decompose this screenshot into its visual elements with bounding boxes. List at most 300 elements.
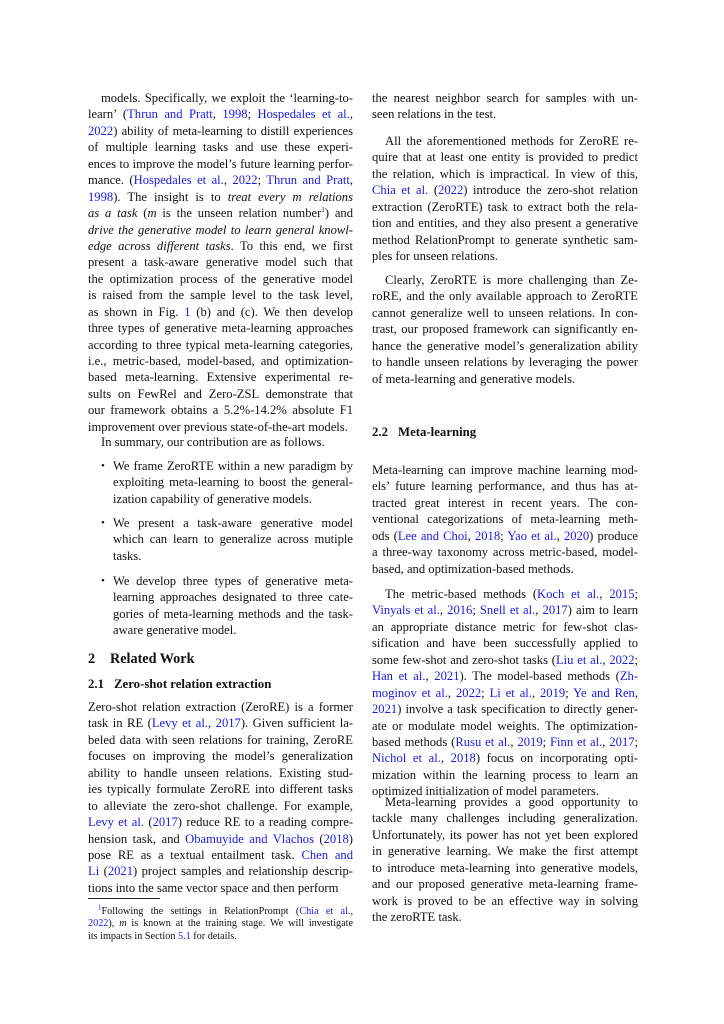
text-segment: based methods ( bbox=[372, 734, 456, 749]
text-line bbox=[372, 602, 638, 618]
citation-link[interactable]: Zh- bbox=[619, 669, 639, 684]
text-line bbox=[372, 701, 638, 717]
text-line bbox=[372, 876, 638, 892]
text-segment: All the aforementioned methods for ZeroRE re- bbox=[385, 134, 638, 148]
text-line bbox=[372, 767, 638, 783]
text-segment: roRE, and the only available approach to ZeroRTE bbox=[372, 289, 638, 304]
text-segment: , bbox=[467, 528, 475, 543]
text-segment: ), bbox=[108, 918, 120, 930]
text-line bbox=[372, 215, 638, 231]
text-line bbox=[372, 182, 638, 198]
citation-link[interactable]: Li bbox=[88, 864, 100, 879]
text-segment: learning approaches designated to three cate- bbox=[113, 590, 353, 605]
citation-link[interactable]: moginov et al. bbox=[372, 685, 448, 700]
text-line bbox=[88, 903, 353, 918]
text-line bbox=[372, 718, 638, 734]
text-line bbox=[372, 305, 638, 321]
text-line bbox=[113, 589, 353, 605]
text-segment: trast, our proposed framework can significantly en- bbox=[372, 322, 638, 337]
text-segment: is raised from the sample level to the task level, bbox=[88, 288, 353, 303]
text-segment: , bbox=[556, 528, 564, 543]
italic-text: as a task bbox=[88, 206, 138, 221]
text-line bbox=[372, 685, 638, 701]
text-segment: , bbox=[208, 716, 216, 731]
citation-link[interactable]: 2021 bbox=[107, 864, 133, 879]
text-segment: ples for unseen relations. bbox=[372, 249, 498, 264]
text-segment: as shown in Fig. bbox=[88, 304, 185, 319]
subsection-title: Meta-learning bbox=[398, 425, 477, 439]
text-segment: ability to handle unseen relations. Existing stud- bbox=[88, 765, 353, 780]
text-segment: tracted great interest in recent years. The con- bbox=[372, 495, 638, 510]
text-segment: mance. ( bbox=[88, 173, 134, 188]
text-line bbox=[113, 573, 353, 589]
text-segment: which can learn to generalize across mutiple bbox=[113, 532, 353, 547]
text-line bbox=[113, 531, 353, 547]
text-line bbox=[113, 606, 353, 622]
text-segment: , bbox=[425, 669, 435, 684]
citation-link[interactable]: 2018 bbox=[323, 831, 349, 846]
citation-link[interactable]: 2020 bbox=[563, 528, 590, 543]
text-line bbox=[372, 860, 638, 876]
text-line bbox=[88, 238, 353, 254]
text-line bbox=[88, 386, 353, 402]
citation-link[interactable]: Levy et al. bbox=[88, 815, 144, 830]
text-line bbox=[88, 106, 353, 122]
text-segment: Zero-shot relation extraction (ZeroRE) is a former bbox=[88, 700, 353, 714]
citation-link[interactable]: Chia et al. bbox=[372, 183, 429, 198]
text-segment: ; bbox=[481, 685, 490, 700]
text-segment: in generative learning. We make the first attempt bbox=[372, 844, 638, 859]
citation-link[interactable]: 2019 bbox=[540, 685, 566, 700]
text-segment: ies typically formulate ZeroRE into different tasks bbox=[88, 782, 353, 797]
bullet-text bbox=[113, 515, 353, 564]
citation-link[interactable]: 2022 bbox=[88, 918, 109, 930]
text-line bbox=[88, 287, 353, 303]
text-segment: ) aim to learn bbox=[567, 603, 639, 618]
text-segment: mization within the learning process to learn an bbox=[372, 767, 638, 782]
text-segment: of meta-learning and generative models. bbox=[372, 371, 576, 386]
text-line bbox=[372, 199, 638, 215]
contribution-bullet-3 bbox=[101, 573, 353, 639]
text-line bbox=[372, 843, 638, 859]
footnote-marker[interactable]: 1 bbox=[321, 205, 325, 214]
text-segment: , bbox=[602, 652, 610, 667]
text-segment: aware generative model. bbox=[113, 623, 237, 638]
text-line bbox=[88, 732, 353, 748]
text-line bbox=[88, 814, 353, 830]
text-line bbox=[372, 586, 638, 602]
text-segment: pose RE as a textual entailment task. bbox=[88, 847, 302, 862]
text-segment: ods ( bbox=[372, 528, 398, 543]
italic-text: edge across different tasks bbox=[88, 238, 231, 253]
citation-link[interactable]: 2022 bbox=[438, 183, 464, 198]
text-segment: , bbox=[350, 906, 353, 917]
text-segment: In summary, our contribution are as follows. bbox=[101, 435, 325, 449]
text-line bbox=[88, 831, 353, 847]
citation-link[interactable]: Thrun and Pratt bbox=[127, 107, 213, 122]
citation-link[interactable]: Hospedales et al. bbox=[133, 173, 224, 188]
citation-link[interactable]: Snell et al. bbox=[479, 603, 536, 618]
text-segment: . To this end, we first bbox=[230, 238, 353, 253]
text-line bbox=[372, 561, 638, 577]
text-segment: tion and entities, and they also present a generative bbox=[372, 216, 638, 231]
text-line bbox=[372, 734, 638, 750]
bullet-icon: • bbox=[101, 460, 105, 472]
text-segment: Clearly, ZeroRTE is more challenging than Ze- bbox=[385, 273, 638, 287]
text-segment: Unfortunately, its power has not yet been explored bbox=[372, 827, 638, 842]
text-line bbox=[372, 750, 638, 766]
text-line bbox=[372, 495, 638, 511]
citation-link[interactable]: 2022 bbox=[88, 123, 114, 138]
text-segment: ; bbox=[634, 587, 638, 601]
text-line bbox=[372, 338, 638, 354]
text-segment: ) produce bbox=[589, 528, 639, 543]
text-segment: its impacts in Section bbox=[88, 930, 178, 942]
citation-link[interactable]: 2022 bbox=[232, 173, 258, 188]
text-line bbox=[88, 931, 353, 943]
text-segment: Meta-learning provides a good opportunity to bbox=[385, 795, 638, 809]
text-segment: cannot generalize well to unseen relations. In con- bbox=[372, 305, 638, 320]
text-line bbox=[372, 794, 638, 810]
text-line bbox=[372, 106, 638, 122]
zero-shot-paragraph bbox=[88, 699, 353, 896]
citation-link[interactable]: 1 bbox=[184, 304, 191, 319]
text-segment: , bbox=[531, 685, 540, 700]
text-segment: for details. bbox=[190, 930, 237, 942]
citation-link[interactable]: 2015 bbox=[609, 587, 635, 601]
text-segment: a three-way taxonomy across metric-based, model- bbox=[372, 545, 638, 560]
text-segment: ; bbox=[565, 685, 574, 700]
text-segment: , bbox=[440, 751, 451, 766]
text-segment: ( bbox=[143, 815, 153, 830]
text-segment: We present a task-aware generative model bbox=[113, 516, 353, 530]
text-segment: ate or modulate model weights. The optimization- bbox=[372, 718, 638, 733]
text-segment: based, and optimization-based methods. bbox=[372, 561, 574, 576]
text-segment: to alleviate the zero-shot challenge. For example, bbox=[88, 798, 353, 813]
text-line bbox=[372, 478, 638, 494]
citation-link[interactable]: Rusu et al. bbox=[455, 734, 511, 749]
text-line bbox=[88, 748, 353, 764]
italic-text: treat every m relations bbox=[227, 189, 354, 204]
text-line bbox=[88, 918, 353, 930]
text-segment: ventional categorizations of meta-learning meth- bbox=[372, 512, 638, 527]
text-segment: work is proved to be an effective way in solving bbox=[372, 893, 638, 908]
text-segment: We develop three types of generative meta- bbox=[113, 574, 353, 588]
summary-sentence bbox=[88, 434, 353, 450]
citation-link[interactable]: Liu et al. bbox=[555, 652, 603, 667]
section-heading-related-work bbox=[88, 651, 194, 668]
italic-text: m bbox=[147, 206, 157, 221]
text-segment: sults on FewRel and Zero-ZSL demonstrate that bbox=[88, 386, 353, 401]
text-line bbox=[372, 149, 638, 165]
text-line bbox=[88, 369, 353, 385]
text-segment: the nearest neighbor search for samples with un- bbox=[372, 91, 638, 105]
text-segment: , bbox=[447, 685, 456, 700]
zerorte-paragraph bbox=[372, 133, 638, 265]
text-segment: ( bbox=[313, 831, 324, 846]
text-segment: , bbox=[223, 173, 233, 188]
text-segment: tions into the same vector space and then perform bbox=[88, 880, 339, 895]
text-line bbox=[372, 652, 638, 668]
text-segment: ; bbox=[472, 603, 480, 618]
text-line bbox=[88, 222, 353, 238]
footnote-marker[interactable]: 1 bbox=[98, 903, 102, 912]
footnote bbox=[88, 903, 353, 943]
text-segment: focuses on improving the model’s generalization bbox=[88, 749, 353, 764]
text-line bbox=[113, 474, 353, 490]
text-line bbox=[88, 205, 353, 221]
text-line bbox=[88, 320, 353, 336]
citation-link[interactable]: Vinyals et al. bbox=[372, 603, 440, 618]
text-line bbox=[88, 254, 353, 270]
text-segment: quire that at least one entity is provided to predict bbox=[372, 150, 638, 165]
text-segment: ) bbox=[348, 831, 353, 846]
footnote-divider bbox=[88, 898, 160, 899]
text-line bbox=[113, 458, 353, 474]
italic-text: drive the generative model to learn general knowl- bbox=[88, 222, 353, 237]
text-line bbox=[372, 635, 638, 651]
text-segment: ; bbox=[542, 734, 551, 749]
text-line bbox=[88, 189, 353, 205]
text-line bbox=[113, 622, 353, 638]
text-segment: some few-shot and zero-shot tasks ( bbox=[372, 652, 556, 667]
text-segment: ( bbox=[99, 864, 108, 879]
citation-link[interactable]: Hospedales et al. bbox=[257, 107, 350, 122]
subsection-number: 2.2 bbox=[372, 425, 388, 439]
text-line bbox=[372, 232, 638, 248]
text-segment: method RelationPrompt to generate synthetic sam- bbox=[372, 232, 638, 247]
citation-link[interactable]: 1998 bbox=[88, 189, 114, 204]
text-segment: our framework obtains a 5.2%-14.2% absolute F1 bbox=[88, 403, 353, 418]
citation-link[interactable]: Koch et al. bbox=[537, 587, 600, 601]
text-line bbox=[88, 156, 353, 172]
text-segment: extraction (ZeroRTE) task to extract both the rela- bbox=[372, 199, 638, 214]
citation-link[interactable]: 1998 bbox=[222, 107, 248, 122]
citation-link[interactable]: 2016 bbox=[447, 603, 473, 618]
text-line bbox=[372, 909, 638, 925]
citation-link[interactable]: 2022 bbox=[455, 685, 482, 700]
text-line bbox=[372, 619, 638, 635]
text-segment: ) introduce the zero-shot relation bbox=[463, 183, 638, 198]
challenge-paragraph bbox=[372, 272, 638, 387]
text-segment: , bbox=[535, 603, 543, 618]
text-segment: ). Given sufficient la- bbox=[240, 716, 354, 731]
intro-paragraph-contributions bbox=[88, 90, 353, 435]
text-segment: sification and have been successfully applied to bbox=[372, 636, 638, 651]
text-segment: is known at the training stage. We will investigate bbox=[126, 918, 353, 930]
text-segment: , bbox=[510, 734, 518, 749]
citation-link[interactable]: Han et al. bbox=[372, 669, 426, 684]
text-line bbox=[88, 699, 353, 715]
text-segment: ). The model-based methods ( bbox=[459, 669, 620, 684]
text-segment: , bbox=[634, 685, 639, 700]
text-segment: based meta-learning. Extensive experimental re- bbox=[88, 370, 353, 385]
citation-link[interactable]: Lee and Choi bbox=[397, 528, 468, 543]
meta-learning-paragraph-3 bbox=[372, 794, 638, 926]
text-segment: , bbox=[602, 734, 610, 749]
text-line bbox=[372, 288, 638, 304]
text-segment: ) focus on incorporating opti- bbox=[475, 751, 639, 766]
right-paragraph-continued bbox=[372, 90, 638, 123]
text-segment: ) ability of meta-learning to distill experiences bbox=[113, 123, 353, 138]
text-segment: ) project samples and relationship descrip- bbox=[133, 864, 353, 879]
text-line bbox=[88, 419, 353, 435]
text-segment: and our proposed generative meta-learning frame- bbox=[372, 877, 638, 892]
subsection-title: Zero-shot relation extraction bbox=[114, 677, 272, 691]
citation-link[interactable]: 2018 bbox=[474, 528, 501, 543]
text-segment: ) and bbox=[324, 206, 354, 221]
text-segment: improvement over previous state-of-the-art models. bbox=[88, 419, 348, 434]
text-segment: hension task, and bbox=[88, 831, 186, 846]
text-line bbox=[372, 248, 638, 264]
citation-link[interactable]: 5.1 bbox=[177, 930, 191, 942]
text-line bbox=[372, 371, 638, 387]
subsection-heading-meta-learning bbox=[372, 425, 476, 440]
meta-learning-paragraph-1 bbox=[372, 462, 638, 577]
citation-link[interactable]: Chia et al. bbox=[299, 906, 351, 917]
text-line bbox=[88, 271, 353, 287]
text-line bbox=[372, 133, 638, 149]
text-segment: to introduce meta-learning into generative models, bbox=[372, 860, 638, 875]
text-line bbox=[113, 548, 353, 564]
text-segment: , bbox=[212, 107, 223, 122]
text-line bbox=[372, 462, 638, 478]
text-segment: is the unseen relation number bbox=[156, 206, 322, 221]
text-line bbox=[88, 434, 353, 450]
section-number: 2 bbox=[88, 651, 96, 667]
citation-link[interactable]: 2021 bbox=[434, 669, 460, 684]
text-segment: learn’ ( bbox=[88, 107, 128, 122]
text-segment: optimized initialization of model parameters. bbox=[372, 784, 599, 799]
text-segment: ; bbox=[247, 107, 258, 122]
citation-link[interactable]: 2022 bbox=[609, 652, 635, 667]
section-title: Related Work bbox=[110, 651, 195, 667]
text-line bbox=[372, 354, 638, 370]
citation-link[interactable]: 2019 bbox=[517, 734, 543, 749]
subsection-heading-zero-shot bbox=[88, 677, 271, 692]
text-segment: ( bbox=[428, 183, 439, 198]
citation-link[interactable]: 2017 bbox=[152, 815, 178, 830]
text-segment: , bbox=[349, 173, 354, 188]
text-line bbox=[372, 810, 638, 826]
text-line bbox=[88, 172, 353, 188]
text-segment: ; bbox=[634, 652, 638, 667]
text-segment: ; bbox=[634, 734, 639, 749]
citation-link[interactable]: Li et al. bbox=[489, 685, 532, 700]
contribution-bullet-2 bbox=[101, 515, 353, 564]
text-line bbox=[88, 765, 353, 781]
text-segment: three types of generative meta-learning approaches bbox=[88, 321, 353, 336]
italic-text: m bbox=[119, 918, 127, 930]
citation-link[interactable]: Chen and bbox=[301, 847, 353, 862]
citation-link[interactable]: Ye and Ren bbox=[573, 685, 635, 700]
text-segment: task in RE ( bbox=[88, 716, 152, 731]
text-line bbox=[88, 123, 353, 139]
text-line bbox=[88, 402, 353, 418]
citation-link[interactable]: 2017 bbox=[609, 734, 635, 749]
text-segment: according to three typical meta-learning categories, bbox=[88, 337, 353, 352]
text-line bbox=[372, 90, 638, 106]
text-line bbox=[88, 337, 353, 353]
text-line bbox=[113, 515, 353, 531]
citation-link[interactable]: Yao et al. bbox=[507, 528, 557, 543]
text-segment: ization capability of generative models. bbox=[113, 491, 312, 506]
bullet-icon: • bbox=[101, 517, 105, 529]
text-line bbox=[372, 321, 638, 337]
text-segment: hance the generative model’s generalization ability bbox=[372, 338, 638, 353]
text-segment: gories of meta-learning methods and the task- bbox=[113, 606, 353, 621]
text-segment: ; bbox=[500, 528, 508, 543]
text-segment: the zeroRTE task. bbox=[372, 910, 462, 925]
text-segment: els’ future learning performance, and thus has at- bbox=[372, 479, 638, 494]
text-line bbox=[372, 893, 638, 909]
text-line bbox=[372, 166, 638, 182]
text-line bbox=[88, 880, 353, 896]
text-segment: Meta-learning can improve machine learning mod- bbox=[372, 463, 638, 477]
text-segment: exploiting meta-learning to boost the general- bbox=[113, 475, 353, 490]
text-line bbox=[372, 668, 638, 684]
text-segment: the relation, which is impractical. In view of this, bbox=[372, 166, 638, 181]
text-segment: , bbox=[599, 587, 610, 601]
text-segment: ences to improve the model’s future learning perfor- bbox=[88, 156, 353, 171]
text-line bbox=[372, 272, 638, 288]
text-line bbox=[88, 90, 353, 106]
citation-link[interactable]: Obamuyide and Vlachos bbox=[185, 831, 314, 846]
meta-learning-paragraph-2 bbox=[372, 586, 638, 800]
citation-link[interactable]: Thrun and Pratt bbox=[266, 173, 350, 188]
text-segment: i.e., metric-based, model-based, and optimization- bbox=[88, 354, 353, 368]
text-segment: tackle many challenges including generalization. bbox=[372, 811, 638, 826]
text-segment: , bbox=[349, 107, 353, 122]
text-segment: an appropriate distance metric for few-shot clas- bbox=[372, 619, 638, 634]
text-segment: the optimization process of the generative model bbox=[88, 271, 353, 286]
text-line bbox=[88, 715, 353, 731]
text-line bbox=[88, 304, 353, 320]
text-segment: ; bbox=[257, 173, 267, 188]
text-segment: present a task-aware generative model such that bbox=[88, 255, 353, 270]
citation-link[interactable]: Levy et al. bbox=[151, 716, 208, 731]
text-segment: ) involve a task specification to directly gener- bbox=[397, 702, 638, 717]
text-segment: We frame ZeroRTE within a new paradigm by bbox=[113, 459, 353, 473]
text-segment: ( bbox=[137, 206, 148, 221]
citation-link[interactable]: Nichol et al. bbox=[372, 751, 441, 766]
text-line bbox=[88, 863, 353, 879]
text-segment: (b) and (c). We then develop bbox=[190, 304, 353, 319]
text-line bbox=[88, 798, 353, 814]
citation-link[interactable]: 2017 bbox=[215, 716, 241, 731]
text-line bbox=[372, 544, 638, 560]
citation-link[interactable]: 2018 bbox=[450, 751, 476, 766]
text-segment: ) reduce RE to a reading compre- bbox=[177, 815, 354, 830]
text-line bbox=[88, 353, 353, 369]
text-line bbox=[372, 511, 638, 527]
text-segment: of multiple learning tasks and use these experi- bbox=[88, 140, 353, 155]
text-segment: Following the settings in RelationPrompt ( bbox=[101, 906, 300, 917]
text-line bbox=[88, 847, 353, 863]
bullet-text bbox=[113, 458, 353, 507]
text-line bbox=[88, 139, 353, 155]
text-segment: , bbox=[439, 603, 448, 618]
text-segment: tasks. bbox=[113, 548, 142, 563]
text-segment: to handle unseen relations by leveraging the power bbox=[372, 355, 638, 370]
citation-link[interactable]: 2021 bbox=[372, 702, 398, 717]
bullet-icon: • bbox=[101, 575, 105, 587]
text-segment: seen relations in the test. bbox=[372, 107, 497, 122]
citation-link[interactable]: Finn et al. bbox=[550, 734, 603, 749]
citation-link[interactable]: 2017 bbox=[542, 603, 568, 618]
text-segment: ). The insight is to bbox=[113, 189, 228, 204]
text-line bbox=[113, 491, 353, 507]
